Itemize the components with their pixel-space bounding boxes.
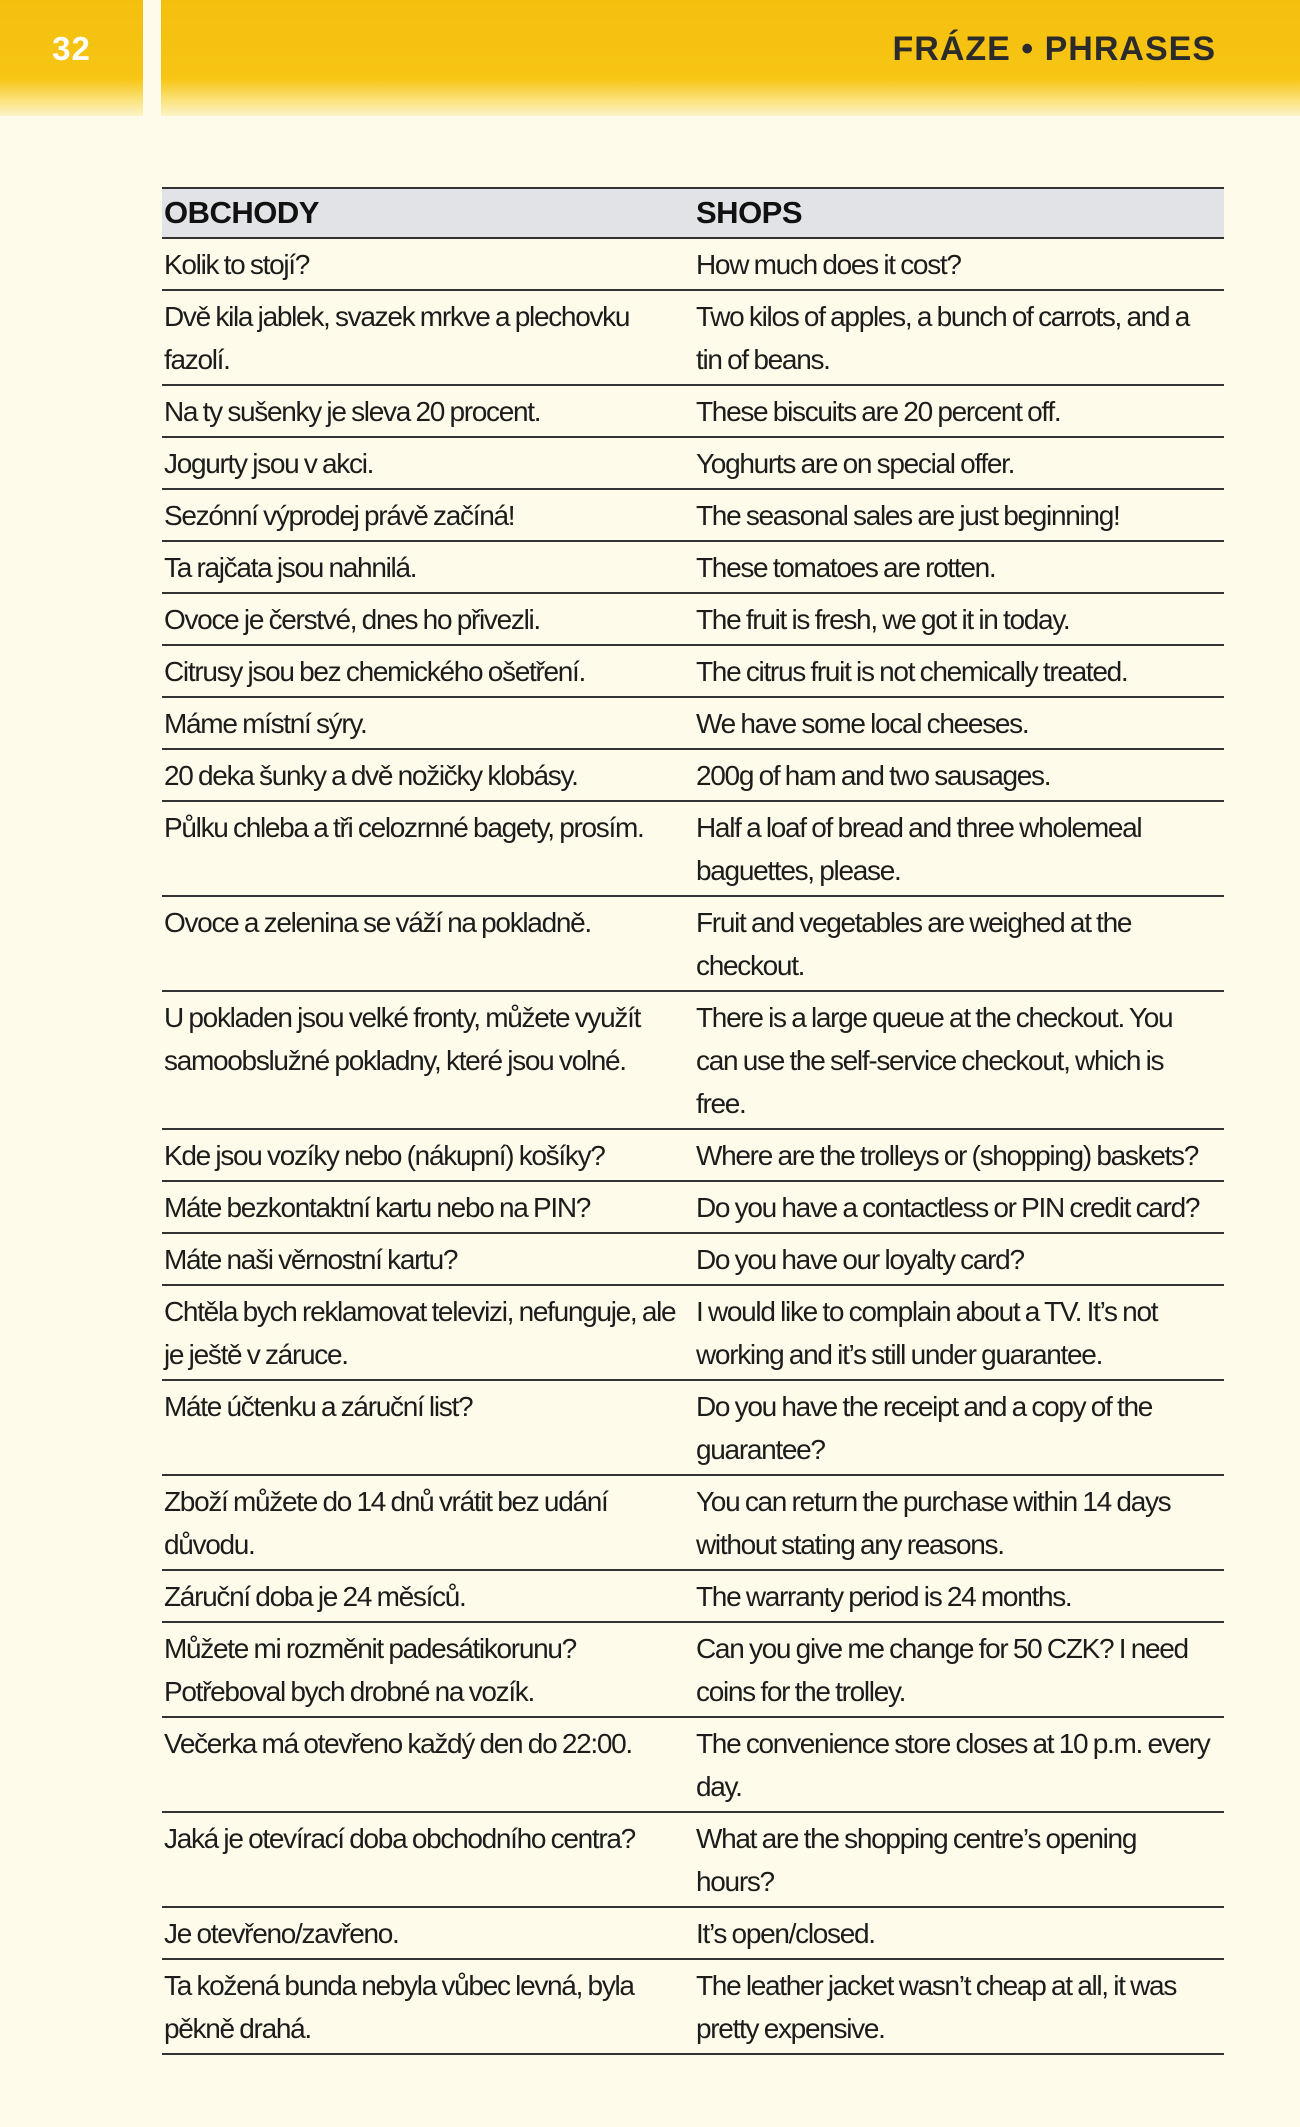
english-phrase: Can you give me change for 50 CZK? I need coins for the trolley. bbox=[694, 1622, 1224, 1717]
table-row bbox=[162, 437, 1224, 489]
czech-phrase: Jaká je otevírací doba obchodního centra? bbox=[162, 1812, 694, 1907]
english-phrase: The citrus fruit is not chemically treated. bbox=[694, 645, 1224, 697]
czech-phrase: Máte naši věrnostní kartu? bbox=[162, 1233, 694, 1285]
czech-phrase: Půlku chleba a tři celozrnné bagety, prosím. bbox=[162, 801, 694, 896]
table-row bbox=[162, 593, 1224, 645]
page-number: 32 bbox=[52, 30, 91, 67]
english-phrase: The leather jacket wasn’t cheap at all, it was pretty expensive. bbox=[694, 1959, 1224, 2054]
phrase-rows bbox=[162, 238, 1224, 2054]
english-phrase: It’s open/closed. bbox=[694, 1907, 1224, 1959]
english-phrase: Fruit and vegetables are weighed at the checkout. bbox=[694, 896, 1224, 991]
table-row bbox=[162, 290, 1224, 385]
column-header-czech: OBCHODY bbox=[162, 188, 694, 238]
czech-phrase: Ta rajčata jsou nahnilá. bbox=[162, 541, 694, 593]
czech-phrase: Citrusy jsou bez chemického ošetření. bbox=[162, 645, 694, 697]
table-row bbox=[162, 697, 1224, 749]
english-phrase: These tomatoes are rotten. bbox=[694, 541, 1224, 593]
english-phrase: Two kilos of apples, a bunch of carrots, and a tin of beans. bbox=[694, 290, 1224, 385]
table-row bbox=[162, 1181, 1224, 1233]
table-row bbox=[162, 1129, 1224, 1181]
czech-phrase: Večerka má otevřeno každý den do 22:00. bbox=[162, 1717, 694, 1812]
czech-phrase: Ovoce a zelenina se váží na pokladně. bbox=[162, 896, 694, 991]
english-phrase: Do you have a contactless or PIN credit card? bbox=[694, 1181, 1224, 1233]
czech-phrase: Kolik to stojí? bbox=[162, 238, 694, 290]
english-phrase: The fruit is fresh, we got it in today. bbox=[694, 593, 1224, 645]
section-title: FRÁZE • PHRASES bbox=[892, 30, 1216, 68]
english-phrase: What are the shopping centre’s opening hours? bbox=[694, 1812, 1224, 1907]
table-row bbox=[162, 1475, 1224, 1570]
english-phrase: There is a large queue at the checkout. You can use the self-service checkout, which is free. bbox=[694, 991, 1224, 1129]
english-phrase: The seasonal sales are just beginning! bbox=[694, 489, 1224, 541]
table-row bbox=[162, 489, 1224, 541]
czech-phrase: Máte bezkontaktní kartu nebo na PIN? bbox=[162, 1181, 694, 1233]
table-row bbox=[162, 991, 1224, 1129]
english-phrase: 200g of ham and two sausages. bbox=[694, 749, 1224, 801]
czech-phrase: Ta kožená bunda nebyla vůbec levná, byla pěkně drahá. bbox=[162, 1959, 694, 2054]
english-phrase: I would like to complain about a TV. It’s not working and it’s still under guarantee. bbox=[694, 1285, 1224, 1380]
table-row bbox=[162, 238, 1224, 290]
english-phrase: Do you have our loyalty card? bbox=[694, 1233, 1224, 1285]
table-row bbox=[162, 1717, 1224, 1812]
english-phrase: Do you have the receipt and a copy of the guarantee? bbox=[694, 1380, 1224, 1475]
czech-phrase: Chtěla bych reklamovat televizi, nefunguje, ale je ještě v záruce. bbox=[162, 1285, 694, 1380]
english-phrase: These biscuits are 20 percent off. bbox=[694, 385, 1224, 437]
czech-phrase: Máte účtenku a záruční list? bbox=[162, 1380, 694, 1475]
table-row bbox=[162, 385, 1224, 437]
czech-phrase: Kde jsou vozíky nebo (nákupní) košíky? bbox=[162, 1129, 694, 1181]
table-row bbox=[162, 1285, 1224, 1380]
table-row bbox=[162, 645, 1224, 697]
czech-phrase: Ovoce je čerstvé, dnes ho přivezli. bbox=[162, 593, 694, 645]
czech-phrase: Je otevřeno/zavřeno. bbox=[162, 1907, 694, 1959]
czech-phrase: Máme místní sýry. bbox=[162, 697, 694, 749]
english-phrase: The convenience store closes at 10 p.m. every day. bbox=[694, 1717, 1224, 1812]
czech-phrase: Záruční doba je 24 měsíců. bbox=[162, 1570, 694, 1622]
czech-phrase: Zboží můžete do 14 dnů vrátit bez udání důvodu. bbox=[162, 1475, 694, 1570]
czech-phrase: Na ty sušenky je sleva 20 procent. bbox=[162, 385, 694, 437]
table-row bbox=[162, 801, 1224, 896]
table-row bbox=[162, 1812, 1224, 1907]
table-row bbox=[162, 1907, 1224, 1959]
table-row bbox=[162, 1622, 1224, 1717]
english-phrase: You can return the purchase within 14 days without stating any reasons. bbox=[694, 1475, 1224, 1570]
czech-phrase: Jogurty jsou v akci. bbox=[162, 437, 694, 489]
table-row bbox=[162, 1959, 1224, 2054]
table-row bbox=[162, 896, 1224, 991]
table-row bbox=[162, 1233, 1224, 1285]
table-row bbox=[162, 541, 1224, 593]
czech-phrase: U pokladen jsou velké fronty, můžete využít samoobslužné pokladny, které jsou volné. bbox=[162, 991, 694, 1129]
english-phrase: Where are the trolleys or (shopping) baskets? bbox=[694, 1129, 1224, 1181]
english-phrase: We have some local cheeses. bbox=[694, 697, 1224, 749]
czech-phrase: 20 deka šunky a dvě nožičky klobásy. bbox=[162, 749, 694, 801]
table-row bbox=[162, 1570, 1224, 1622]
czech-phrase: Můžete mi rozměnit padesátikorunu? Potřeboval bych drobné na vozík. bbox=[162, 1622, 694, 1717]
column-header-english: SHOPS bbox=[694, 188, 1224, 238]
czech-phrase: Sezónní výprodej právě začíná! bbox=[162, 489, 694, 541]
table-row bbox=[162, 749, 1224, 801]
phrase-table bbox=[162, 187, 1224, 2055]
english-phrase: How much does it cost? bbox=[694, 238, 1224, 290]
english-phrase: Half a loaf of bread and three wholemeal baguettes, please. bbox=[694, 801, 1224, 896]
english-phrase: Yoghurts are on special offer. bbox=[694, 437, 1224, 489]
czech-phrase: Dvě kila jablek, svazek mrkve a plechovku fazolí. bbox=[162, 290, 694, 385]
table-row bbox=[162, 1380, 1224, 1475]
english-phrase: The warranty period is 24 months. bbox=[694, 1570, 1224, 1622]
table-header-row bbox=[162, 188, 1224, 238]
